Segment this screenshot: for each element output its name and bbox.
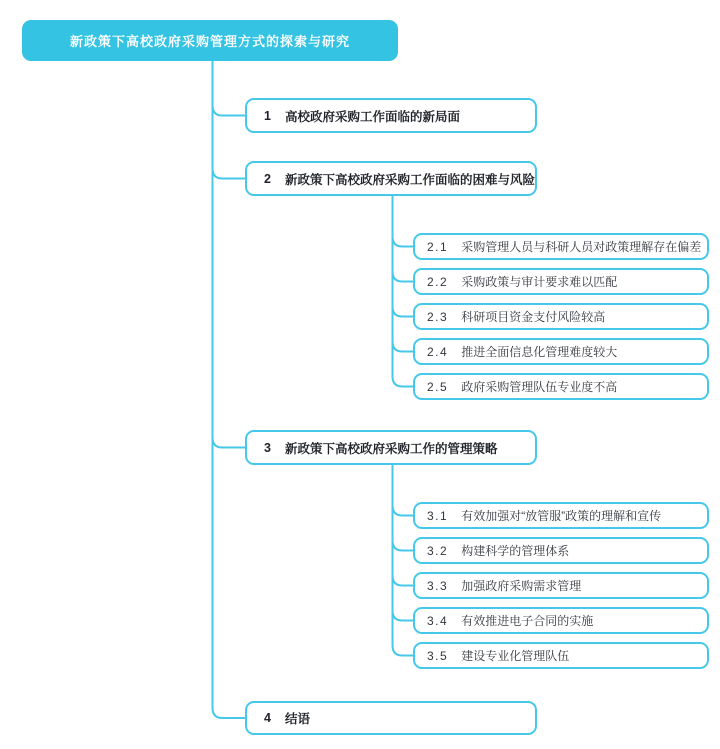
subtopic-number: 2.4 [427,344,449,359]
subtopic-node-2-2[interactable] [413,268,709,295]
subtopic-node-2-1[interactable] [413,233,709,260]
subtopic-node-2-5[interactable] [413,373,709,400]
subtopic-node-2-3[interactable] [413,303,709,330]
root-topic-node[interactable] [22,20,398,61]
subtopic-label: 有效推进电子合同的实施 [461,614,594,628]
subtopic-number: 3.5 [427,648,449,663]
subtopic-label: 政府采购管理队伍专业度不高 [461,380,618,394]
topic-number: 1 [264,108,271,123]
topic-number: 2 [264,171,271,186]
root-topic-label: 新政策下高校政府采购管理方式的探索与研究 [69,35,350,50]
connector-branch-2-3 [393,307,414,317]
subtopic-number: 2.1 [427,239,449,254]
connector-branch-2-2 [393,272,414,282]
subtopic-node-3-1[interactable] [413,502,709,529]
subtopic-label: 科研项目资金支付风险较高 [461,310,606,324]
subtopic-number: 3.2 [427,543,449,558]
subtopic-number: 3.1 [427,508,449,523]
topic-node-2[interactable] [245,161,537,196]
connector-branch-3 [213,438,246,448]
connector-branch-3-4 [393,611,414,621]
topic-node-1[interactable] [245,98,537,133]
subtopic-number: 2.2 [427,274,449,289]
subtopic-node-3-2[interactable] [413,537,709,564]
connector-trunk-section3 [393,465,414,656]
topic-label: 新政策下高校政府采购工作的管理策略 [284,441,498,456]
connector-branch-3-3 [393,576,414,586]
connector-branch-2-4 [393,342,414,352]
subtopic-number: 2.3 [427,309,449,324]
subtopic-label: 加强政府采购需求管理 [461,579,582,593]
subtopic-label: 有效加强对“放管服”政策的理解和宣传 [461,509,662,523]
subtopic-node-3-5[interactable] [413,642,709,669]
subtopic-label: 构建科学的管理体系 [461,544,570,558]
connector-branch-3-2 [393,541,414,551]
subtopic-node-2-4[interactable] [413,338,709,365]
subtopic-number: 3.4 [427,613,449,628]
connector-branch-2 [213,169,246,179]
subtopic-label: 建设专业化管理队伍 [461,649,570,663]
topic-label: 结语 [284,712,310,726]
subtopic-label: 推进全面信息化管理难度较大 [461,345,618,359]
subtopic-label: 采购管理人员与科研人员对政策理解存在偏差 [461,240,702,254]
topic-label: 高校政府采购工作面临的新局面 [284,109,460,124]
subtopic-number: 2.5 [427,379,449,394]
subtopic-label: 采购政策与审计要求难以匹配 [461,275,618,289]
connector-branch-1 [213,106,246,116]
connector-branch-3-1 [393,506,414,516]
topic-node-3[interactable] [245,430,537,465]
subtopic-number: 3.3 [427,578,449,593]
connector-trunk-main [213,61,246,718]
topic-node-4[interactable] [245,701,537,735]
topic-number: 3 [264,440,271,455]
topic-number: 4 [264,711,271,725]
connector-branch-2-1 [393,237,414,247]
subtopic-node-3-3[interactable] [413,572,709,599]
subtopic-node-3-4[interactable] [413,607,709,634]
topic-label: 新政策下高校政府采购工作面临的困难与风险 [284,172,535,187]
connector-trunk-section2 [393,196,414,387]
